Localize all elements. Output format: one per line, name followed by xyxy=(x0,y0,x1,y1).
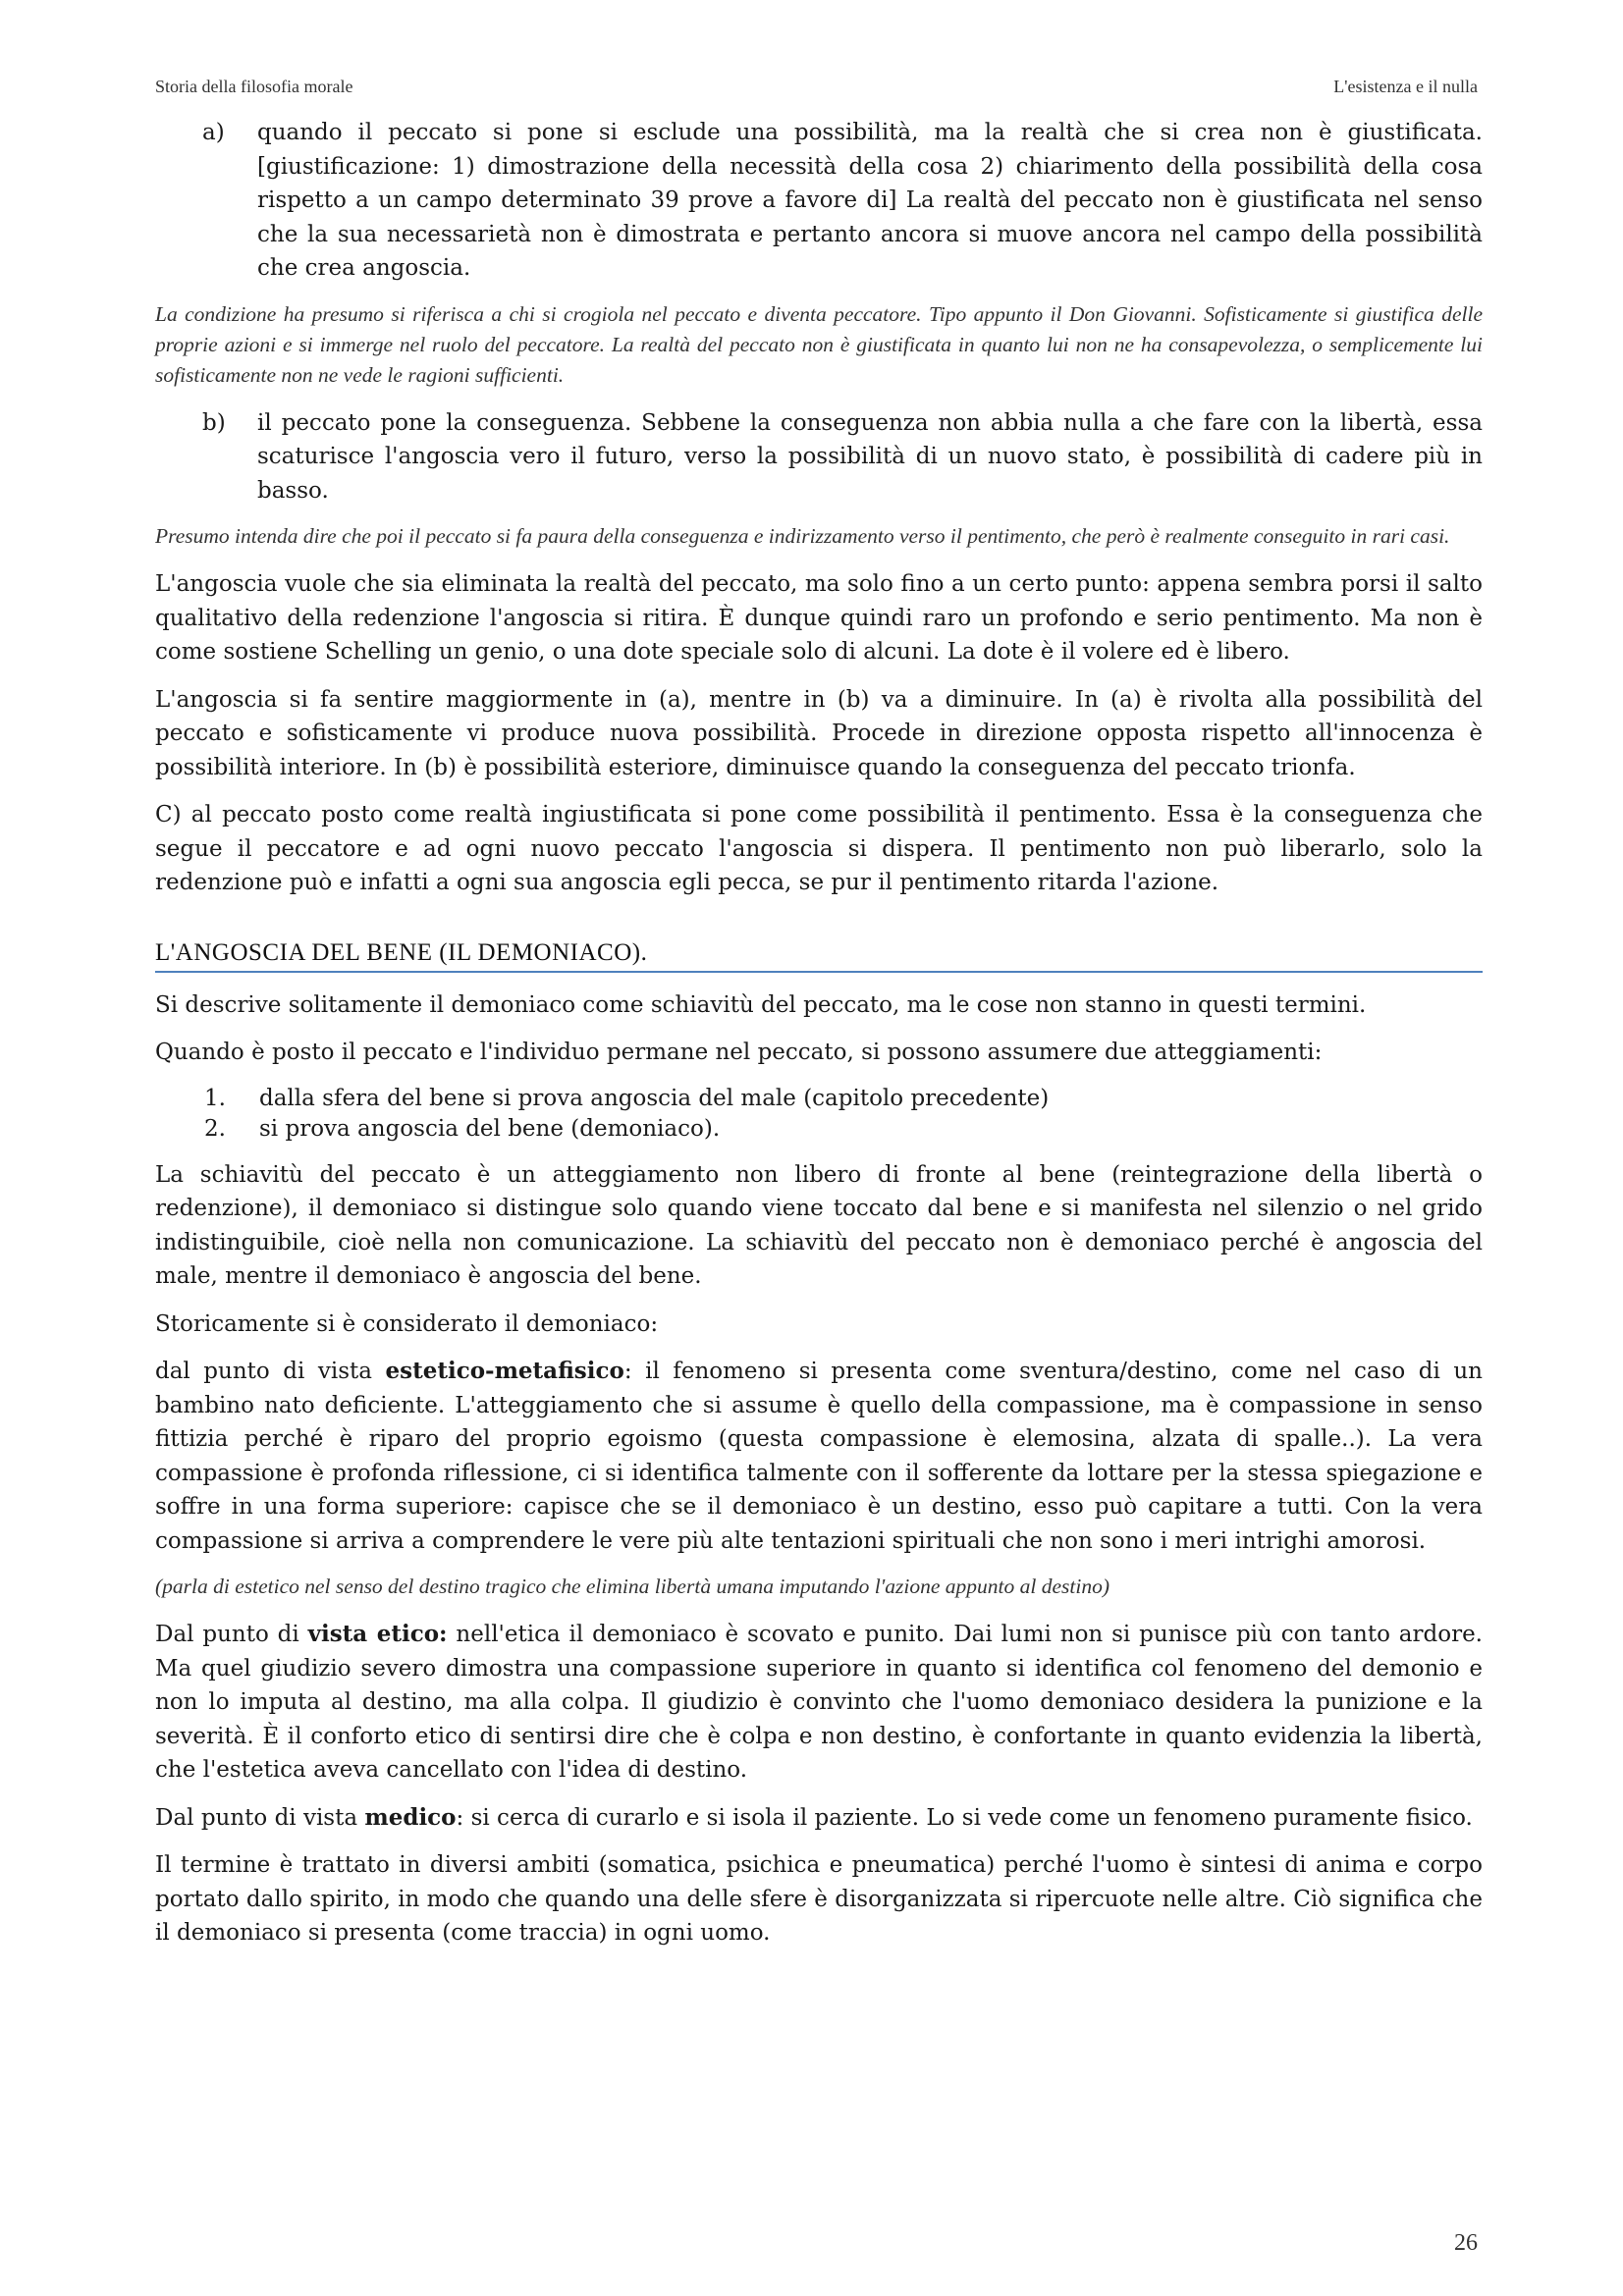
text-run: Dal punto di vista xyxy=(155,1804,365,1831)
bold-term: vista etico: xyxy=(307,1621,448,1647)
page-header xyxy=(155,77,1478,104)
paragraph: Storicamente si è considerato il demoniaco: xyxy=(155,1310,659,1337)
list-item xyxy=(155,1084,1483,1114)
paragraph: Si descrive solitamente il demoniaco come schiavitù del peccato, ma le cose non stanno in questi termini. xyxy=(155,991,1367,1018)
list-item-a xyxy=(155,116,1483,286)
bold-term: medico xyxy=(364,1803,457,1831)
list-text: dalla sfera del bene si prova angoscia del male (capitolo precedente) xyxy=(259,1085,1050,1111)
text-run: dal punto di vista xyxy=(155,1359,386,1384)
text-run: : il fenomeno si presenta come sventura/destino, come nel caso di un bambino nato deficiente. L'atteggiamento che si assume è quello della compassione, ma è compassione in senso fittizia perché è riparo del proprio egoismo (questa compassione è elemosina, alzata di spalle..). La vera compassione è profonda riflessione, ci si identifica talmente con il sofferente da lottare per la stessa spiegazione e soffre in una forma superiore: capisce che se il demoniaco è un destino, esso può capitare a tutti. Con la vera compassione si arriva a comprendere le vere più alte tentazioni spirituali che non sono i meri intrighi amorosi. xyxy=(155,1359,1483,1554)
text-run: : si cerca di curarlo e si isola il paziente. Lo si vede come un fenomeno puramente fisico. xyxy=(456,1804,1473,1831)
italic-note: La condizione ha presumo si riferisca a chi si crogiola nel peccato e diventa peccatore. Tipo appunto il Don Giovanni. Sofisticamente si giustifica delle proprie azioni e si immerge nel ruolo del peccatore. La realtà del peccato non è giustificata in quanto lui non ne ha consapevolezza, o semplicemente lui sofisticamente non ne vede le ragioni sufficienti. xyxy=(155,301,1483,387)
list-text: si prova angoscia del bene (demoniaco). xyxy=(259,1115,721,1142)
paragraph: Il termine è trattato in diversi ambiti (somatica, psichica e pneumatica) perché l'uomo è sintesi di anima e corpo portato dallo spirito, in modo che quando una delle sfere è disorganizzata si ripercuote nelle altre. Ciò significa che il demoniaco si presenta (come traccia) in ogni uomo. xyxy=(155,1852,1483,1946)
paragraph-aesthetic xyxy=(155,1355,1483,1558)
paragraph: L'angoscia si fa sentire maggiormente in (a), mentre in (b) va a diminuire. In (a) è rivolta alla possibilità del peccato e sofisticamente vi produce nuova possibilità. Procede in direzione opposta rispetto all'innocenza è possibilità interiore. In (b) è possibilità esteriore, diminuisce quando la conseguenza del peccato trionfa. xyxy=(155,686,1483,780)
header-chapter-title: L'esistenza e il nulla xyxy=(1333,77,1478,96)
paragraph: Quando è posto il peccato e l'individuo permane nel peccato, si possono assumere due atteggiamenti: xyxy=(155,1040,1323,1065)
numbered-list xyxy=(155,1084,1483,1145)
list-item-b xyxy=(155,406,1483,508)
item-text: quando il peccato si pone si esclude una possibilità, ma la realtà che si crea non è giustificata. [giustificazione: 1) dimostrazione della necessità della cosa 2) chiarimento della possibilità della cosa rispetto a un campo determinato 39 prove a favore di] La realtà del peccato non è giustificata nel senso che la sua necessarietà non è dimostrata e pertanto ancora si muove ancora nel campo della possibilità che crea angoscia. xyxy=(257,120,1483,281)
italic-note: (parla di estetico nel senso del destino tragico che elimina libertà umana imputando l'azione appunto al destino) xyxy=(155,1575,1109,1598)
paragraph: La schiavitù del peccato è un atteggiamento non libero di fronte al bene (reintegrazione della libertà o redenzione), il demoniaco si distingue solo quando viene toccato dal bene e si manifesta nel silenzio o nel grido indistinguibile, cioè nella non comunicazione. La schiavitù del peccato non è demoniaco perché è angoscia del male, mentre il demoniaco è angoscia del bene. xyxy=(155,1161,1483,1289)
list-number: 2. xyxy=(204,1115,226,1142)
text-run: nell'etica il demoniaco è scovato e punito. Dai lumi non si punisce più con tanto ardore. Ma quel giudizio severo dimostra una compassione superiore in quanto si identifica col fenomeno del demonio e non lo imputa al destino, ma alla colpa. Il giudizio è convinto che l'uomo demoniaco desidera la punizione e la severità. È il conforto etico di sentirsi dire che è colpa e non destino, è confortante in quanto evidenzia la libertà, che l'estetica aveva cancellato con l'idea di destino. xyxy=(155,1622,1483,1783)
item-text: il peccato pone la conseguenza. Sebbene la conseguenza non abbia nulla a che fare con la libertà, essa scaturisce l'angoscia vero il futuro, verso la possibilità di un nuovo stato, è possibilità di cadere più in basso. xyxy=(257,409,1483,504)
section-heading: L'ANGOSCIA DEL BENE (IL DEMONIACO). xyxy=(155,939,1483,973)
list-number: 1. xyxy=(204,1085,226,1111)
list-item xyxy=(155,1114,1483,1145)
page-number: 26 xyxy=(1454,2230,1478,2256)
paragraph: C) al peccato posto come realtà ingiustificata si pone come possibilità il pentimento. Essa è la conseguenza che segue il peccatore e ad ogni nuovo peccato l'angoscia si dispera. Il pentimento non può liberarlo, solo la redenzione può e infatti a ogni sua angoscia egli pecca, se pur il pentimento ritarda l'azione. xyxy=(155,802,1483,895)
header-course-title: Storia della filosofia morale xyxy=(155,77,353,96)
item-marker: b) xyxy=(202,409,226,436)
paragraph-medical xyxy=(155,1801,1483,1836)
paragraph: L'angoscia vuole che sia eliminata la realtà del peccato, ma solo fino a un certo punto: appena sembra porsi il salto qualitativo della redenzione l'angoscia si ritira. È dunque quindi raro un profondo e serio pentimento. Ma non è come sostiene Schelling un genio, o una dote speciale solo di alcuni. La dote è il volere ed è libero. xyxy=(155,571,1483,665)
italic-note: Presumo intenda dire che poi il peccato si fa paura della conseguenza e indirizzamento verso il pentimento, che però è realmente conseguito in rari casi. xyxy=(155,524,1450,548)
item-marker: a) xyxy=(202,120,225,145)
page-content xyxy=(155,116,1483,1964)
bold-term: estetico-metafisico xyxy=(385,1358,624,1384)
paragraph-ethical xyxy=(155,1618,1483,1788)
text-run: Dal punto di xyxy=(155,1622,308,1647)
